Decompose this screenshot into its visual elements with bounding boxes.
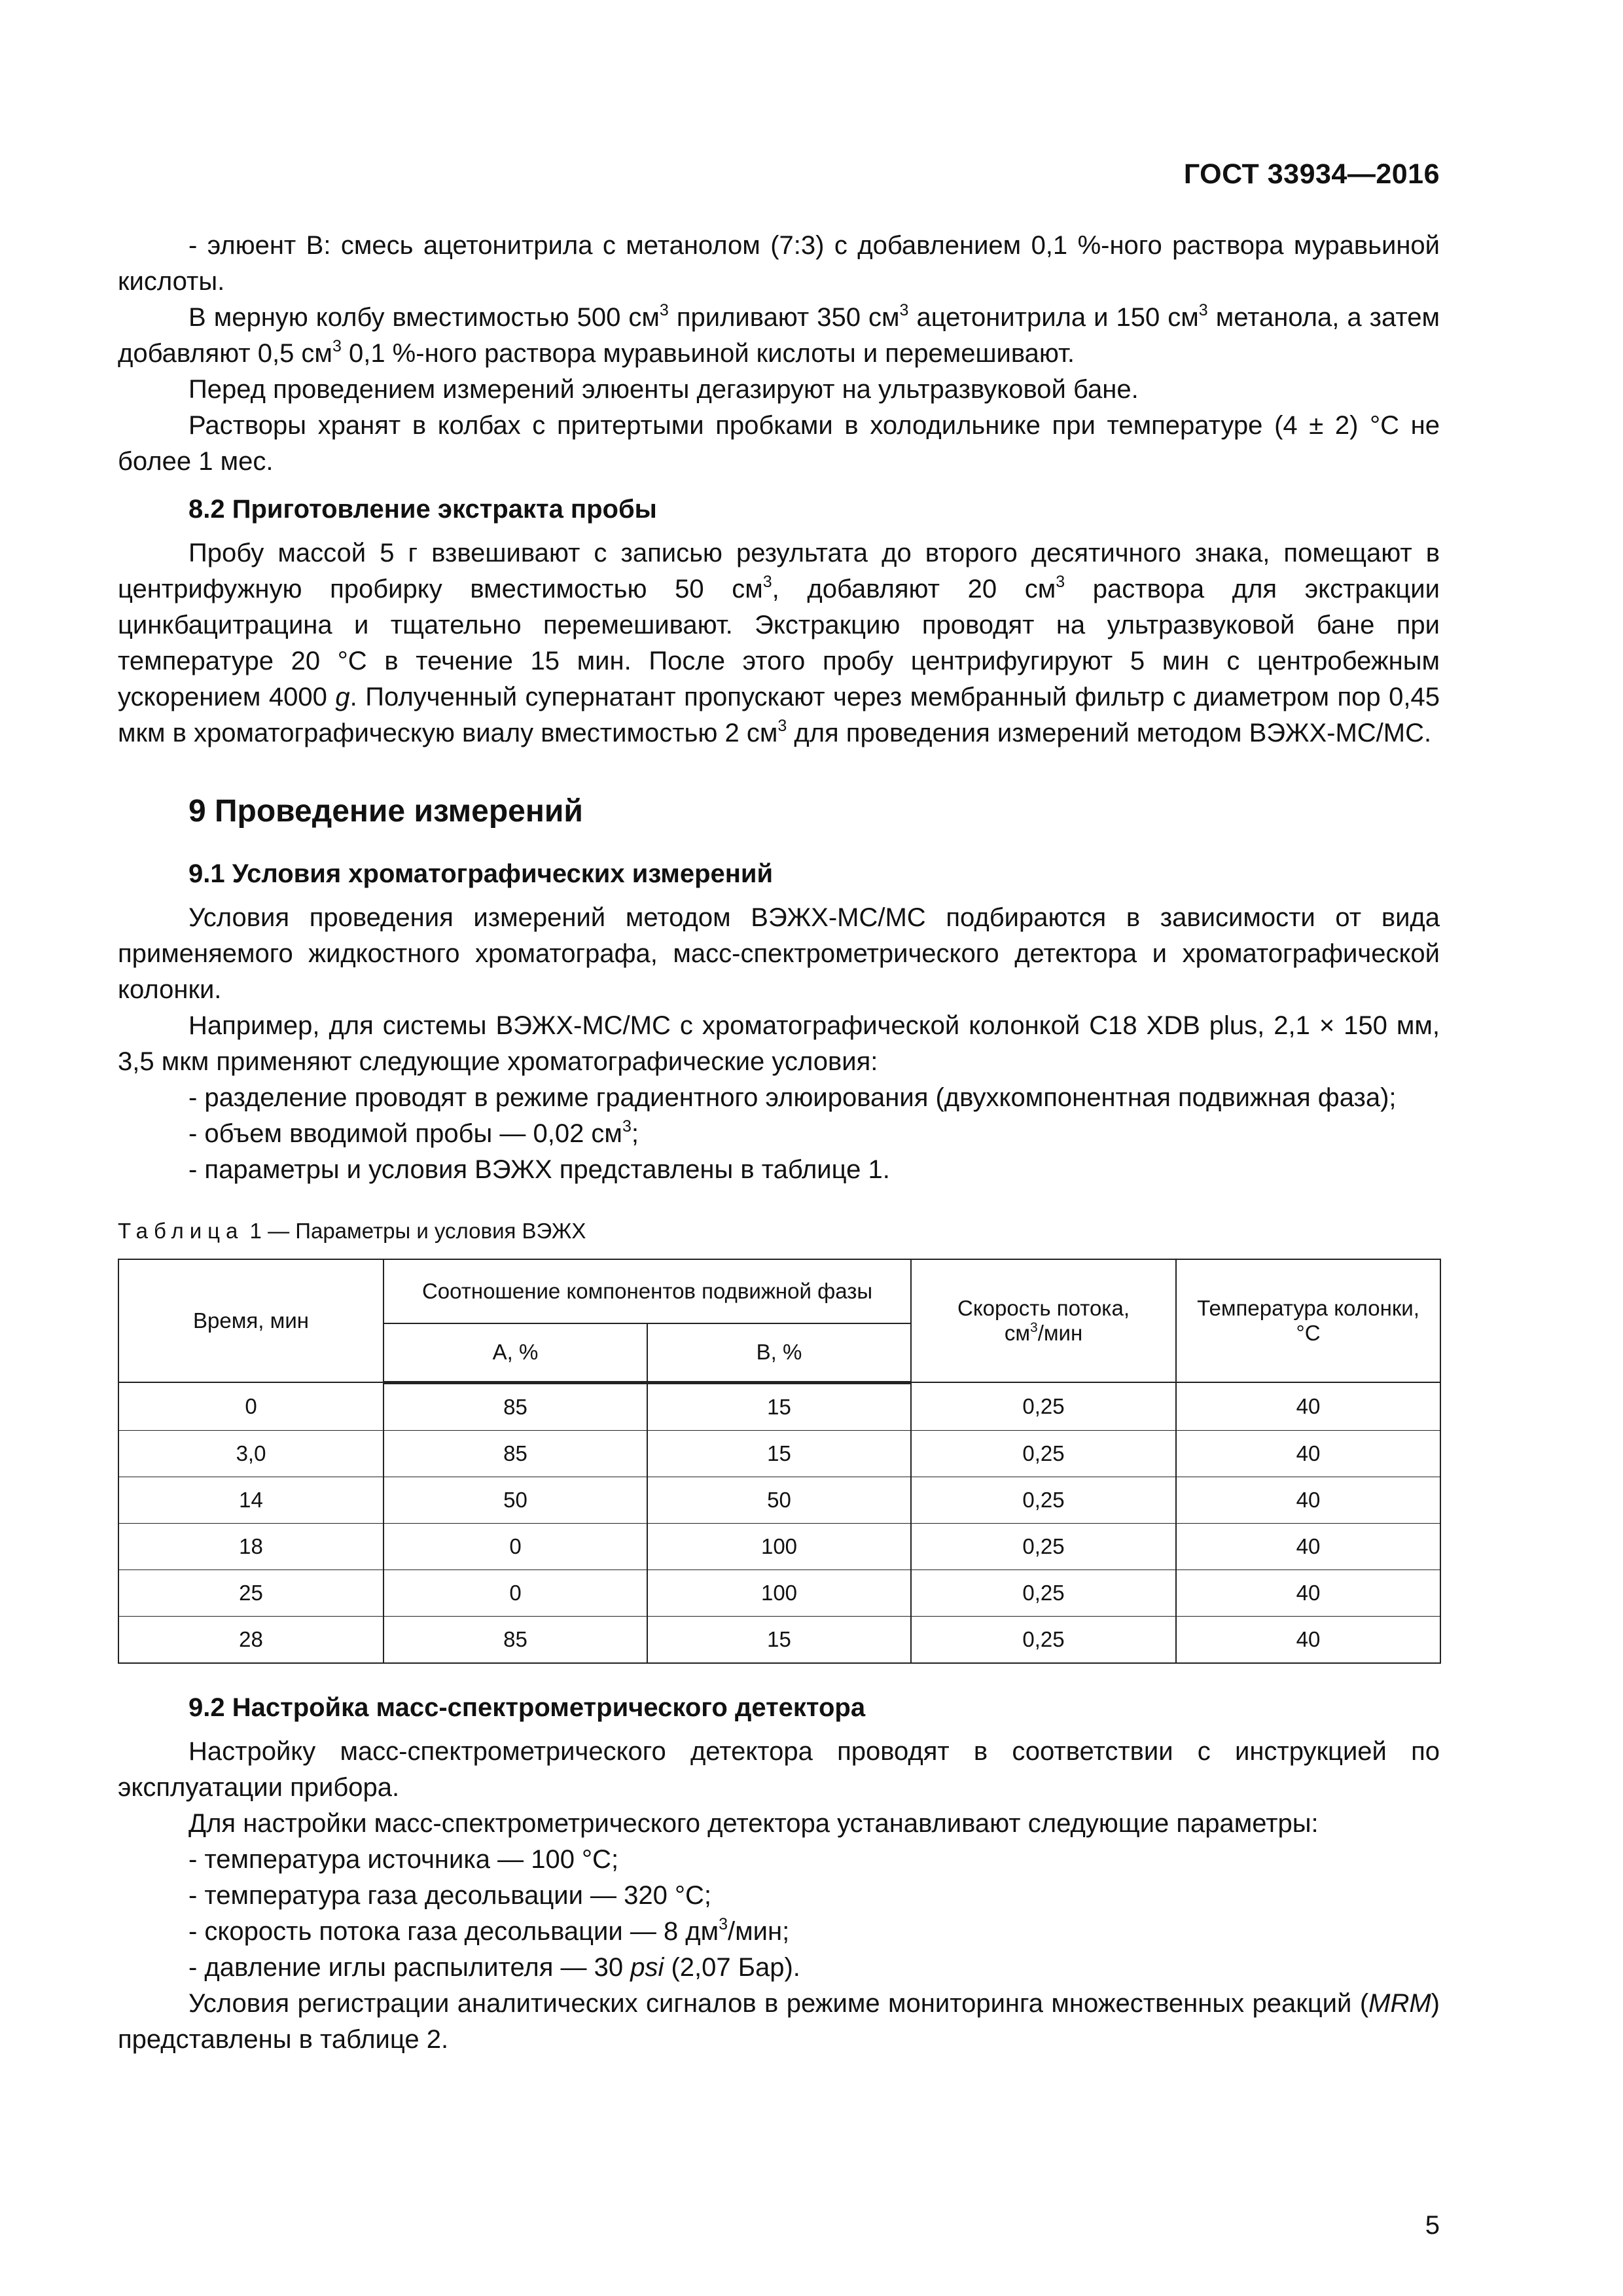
table-cell: 0,25	[911, 1616, 1176, 1663]
table-cell: 85	[383, 1430, 647, 1477]
eluent-b-paragraph: - элюент В: смесь ацетонитрила с метанолом (7:3) с добавлением 0,1 %-ного раствора муравьиной кислоты.	[118, 231, 1440, 296]
table-cell: 14	[118, 1477, 383, 1523]
section-8-2-title: 8.2 Приготовление экстракта пробы	[188, 495, 657, 524]
desolvation-flow-item: - скорость потока газа десольвации — 8 $дм^3$/мин;	[188, 1914, 790, 1946]
table-cell: 15	[647, 1382, 911, 1430]
example-paragraph: Например, для системы ВЭЖХ-МС/МС с хроматографической колонкой С18 XDB plus, 2,1 × 150 мм, 3,5 мкм применяют следующие хроматографические условия:	[118, 1011, 1440, 1076]
table-cell: 100	[647, 1570, 911, 1616]
table-cell: 3,0	[118, 1430, 383, 1477]
table-cell: 18	[118, 1523, 383, 1570]
section-9-2-title: 9.2 Настройка масс-спектрометрического детектора	[188, 1693, 866, 1722]
source-temperature-item: - температура источника — 100 °С;	[188, 1844, 619, 1874]
table-1-caption: Таблица 1 — Параметры и условия ВЭЖХ	[118, 1219, 586, 1243]
table-cell: 40	[1176, 1477, 1440, 1523]
flask-paragraph: В мерную колбу вместимостью 500 $см^3$ приливают 350 $см^3$ ацетонитрила и 150 $см^3$ метанола, а затем добавляют 0,5 $см^3$ 0,1 %-ного раствора муравьиной кислоты и перемешивают.	[118, 301, 1440, 368]
table-cell: 50	[383, 1477, 647, 1523]
extract-paragraph: Пробу массой 5 г взвешивают с записью результата до второго десятичного знака, помещают в центрифужную пробирку вместимостью 50 $см^3$, добавляют 20 $см^3$ раствора для экстракции цинкбацитрацина и тщательно перемешивают. Экстракцию проводят на ультразвуковой бане при температуре 20 °С в течение 15 мин. После этого пробу центрифугируют 5 мин с центробежным ускорением 4000 g. Полученный супернатант пропускают через мембранный фильтр с диаметром пор 0,45 мкм в хроматографическую виалу вместимостью 2 $см^3$ для проведения измерений методом ВЭЖХ-МС/МС.	[118, 539, 1440, 747]
table-cell: 100	[647, 1523, 911, 1570]
page-number: 5	[1425, 2211, 1440, 2240]
table-cell: 0	[118, 1382, 383, 1430]
table-row	[118, 1382, 1440, 1430]
page-content	[118, 228, 1440, 2058]
header-flow-rate: Скорость потока, $см^3$/мин	[911, 1259, 1176, 1382]
tuning-paragraph: Настройку масс-спектрометрического детектора проводят в соответствии с инструкцией по эксплуатации прибора.	[118, 1736, 1440, 1802]
degas-paragraph: Перед проведением измерений элюенты дегазируют на ультразвуковой бане.	[188, 375, 1139, 404]
table-cell: 15	[647, 1616, 911, 1663]
table-cell: 50	[647, 1477, 911, 1523]
table-cell: 40	[1176, 1570, 1440, 1616]
nebulizer-pressure-item: - давление иглы распылителя — 30 psi (2,07 Бар).	[188, 1952, 800, 1982]
document-number: ГОСТ 33934—2016	[1183, 158, 1440, 190]
table-1	[118, 1259, 1441, 1664]
mrm-paragraph: Условия регистрации аналитических сигналов в режиме мониторинга множественных реакций (MRM) представлены в таблице 2.	[118, 1988, 1440, 2054]
table-cell: 0,25	[911, 1523, 1176, 1570]
header-time: Время, мин	[118, 1259, 383, 1382]
table-row	[118, 1430, 1440, 1477]
gradient-item: - разделение проводят в режиме градиентного элюирования (двухкомпонентная подвижная фаза);	[188, 1083, 1397, 1112]
table-cell: 40	[1176, 1382, 1440, 1430]
storage-paragraph: Растворы хранят в колбах с притертыми пробками в холодильнике при температуре (4 ± 2) °С не более 1 мес.	[118, 411, 1440, 476]
header-component-b: В, %	[647, 1323, 911, 1382]
table-row	[118, 1477, 1440, 1523]
table-cell: 0,25	[911, 1430, 1176, 1477]
desolvation-temperature-item: - температура газа десольвации — 320 °С;	[188, 1880, 712, 1910]
table-cell: 0,25	[911, 1382, 1176, 1430]
table-row	[118, 1616, 1440, 1663]
table-cell: 40	[1176, 1523, 1440, 1570]
table-cell: 0,25	[911, 1477, 1176, 1523]
table-cell: 40	[1176, 1616, 1440, 1663]
table-cell: 15	[647, 1430, 911, 1477]
table-cell: 0,25	[911, 1570, 1176, 1616]
header-column-temperature: Температура колонки, °С	[1176, 1259, 1440, 1382]
conditions-paragraph: Условия проведения измерений методом ВЭЖХ-МС/МС подбираются в зависимости от вида применяемого жидкостного хроматографа, масс-спектрометрического детектора и хроматографической колонки.	[118, 903, 1440, 1004]
table-cell: 25	[118, 1570, 383, 1616]
table-cell: 0	[383, 1523, 647, 1570]
header-phase-ratio: Соотношение компонентов подвижной фазы	[383, 1259, 911, 1323]
table-cell: 40	[1176, 1430, 1440, 1477]
section-9-1-title: 9.1 Условия хроматографических измерений	[188, 859, 774, 888]
table-cell: 0	[383, 1570, 647, 1616]
header-component-a: А, %	[383, 1323, 647, 1382]
table-cell: 85	[383, 1382, 647, 1430]
table-reference-item: - параметры и условия ВЭЖХ представлены в таблице 1.	[188, 1155, 890, 1184]
table-row	[118, 1570, 1440, 1616]
table-cell: 28	[118, 1616, 383, 1663]
injection-volume-item: - объем вводимой пробы — 0,02 $см^3$;	[188, 1117, 639, 1148]
table-row	[118, 1523, 1440, 1570]
document-page	[118, 0, 1440, 2296]
parameters-intro: Для настройки масс-спектрометрического детектора устанавливают следующие параметры:	[188, 1808, 1319, 1838]
table-1-body	[118, 1382, 1440, 1663]
table-cell: 85	[383, 1616, 647, 1663]
section-9-title: 9 Проведение измерений	[188, 794, 583, 829]
